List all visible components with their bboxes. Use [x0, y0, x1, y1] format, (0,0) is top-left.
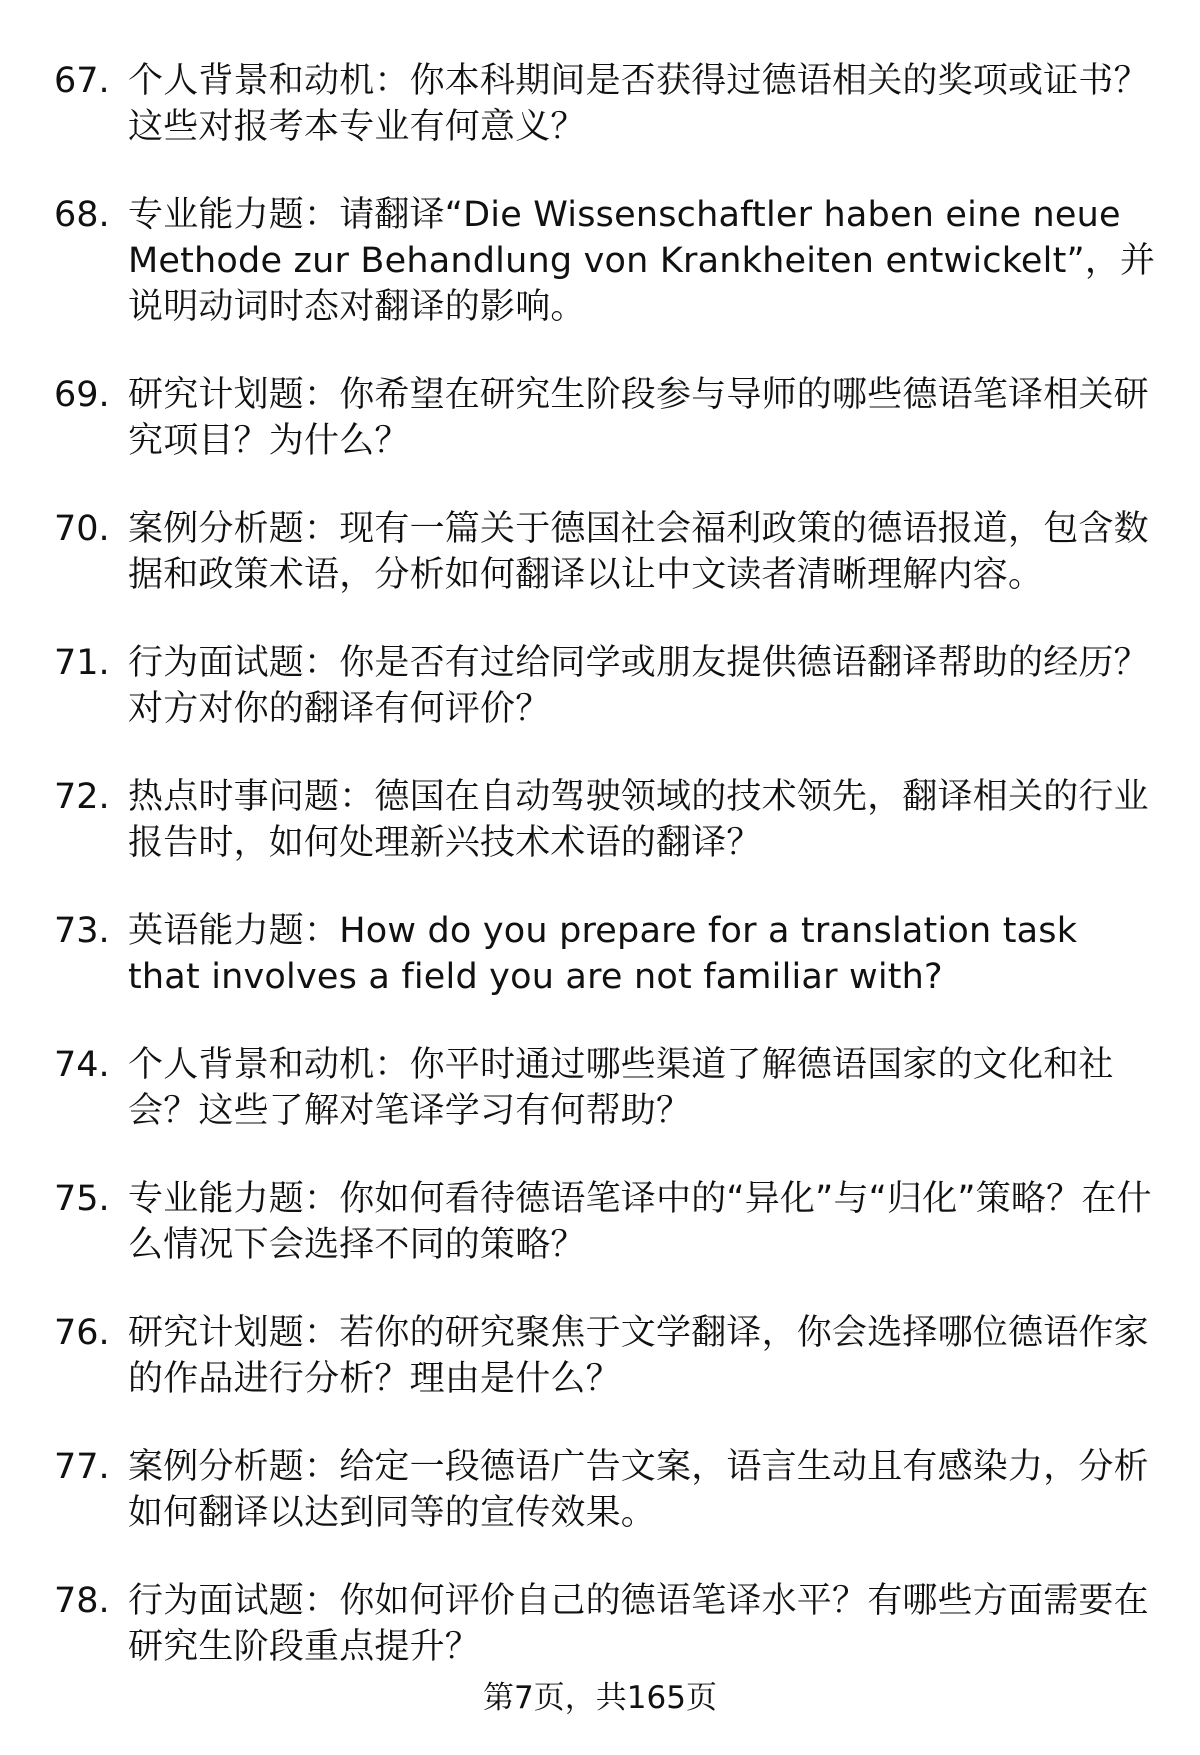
question-number: 76. — [54, 1313, 110, 1353]
question-text: 专业能力题：请翻译“Die Wissenschaftler haben eine neue Methode zur Behandlung von Krankheiten entwickelt”，并说明动词时态对翻译的影响。 — [128, 195, 1156, 327]
question-item — [0, 1042, 1200, 1134]
question-number: 70. — [54, 509, 110, 549]
question-number: 73. — [54, 911, 110, 951]
question-text: 英语能力题：How do you prepare for a translation task that involves a field you are not familiar with? — [128, 911, 1078, 997]
question-text: 行为面试题：你如何评价自己的德语笔译水平？有哪些方面需要在研究生阶段重点提升？ — [128, 1581, 1149, 1667]
question-item — [0, 908, 1200, 1000]
page-footer: 第7页，共165页 — [483, 1680, 717, 1716]
question-text: 个人背景和动机：你平时通过哪些渠道了解德语国家的文化和社会？这些了解对笔译学习有何帮助？ — [128, 1045, 1114, 1131]
question-number: 69. — [54, 375, 110, 415]
question-number: 67. — [54, 61, 110, 101]
question-item — [0, 640, 1200, 732]
question-text: 案例分析题：现有一篇关于德国社会福利政策的德语报道，包含数据和政策术语，分析如何翻译以让中文读者清晰理解内容。 — [128, 509, 1149, 595]
question-item — [0, 1310, 1200, 1402]
question-number: 78. — [54, 1581, 110, 1621]
question-item — [0, 58, 1200, 150]
question-item — [0, 1578, 1200, 1670]
question-text: 研究计划题：若你的研究聚焦于文学翻译，你会选择哪位德语作家的作品进行分析？理由是什么？ — [128, 1313, 1149, 1399]
question-text: 个人背景和动机：你本科期间是否获得过德语相关的奖项或证书？这些对报考本专业有何意义？ — [128, 61, 1149, 147]
question-item — [0, 774, 1200, 866]
question-item — [0, 1444, 1200, 1536]
question-item — [0, 372, 1200, 464]
question-list — [0, 58, 1200, 1712]
question-number: 74. — [54, 1045, 110, 1085]
question-number: 68. — [54, 195, 110, 235]
question-text: 行为面试题：你是否有过给同学或朋友提供德语翻译帮助的经历？对方对你的翻译有何评价？ — [128, 643, 1149, 729]
question-number: 75. — [54, 1179, 110, 1219]
question-text: 研究计划题：你希望在研究生阶段参与导师的哪些德语笔译相关研究项目？为什么？ — [128, 375, 1149, 461]
question-text: 专业能力题：你如何看待德语笔译中的“异化”与“归化”策略？在什么情况下会选择不同的策略？ — [128, 1179, 1152, 1265]
question-text: 热点时事问题：德国在自动驾驶领域的技术领先，翻译相关的行业报告时，如何处理新兴技术术语的翻译？ — [128, 777, 1149, 863]
question-text: 案例分析题：给定一段德语广告文案，语言生动且有感染力，分析如何翻译以达到同等的宣传效果。 — [128, 1447, 1149, 1533]
question-number: 72. — [54, 777, 110, 817]
question-item — [0, 506, 1200, 598]
question-item — [0, 192, 1200, 330]
question-item — [0, 1176, 1200, 1268]
question-number: 71. — [54, 643, 110, 683]
question-number: 77. — [54, 1447, 110, 1487]
